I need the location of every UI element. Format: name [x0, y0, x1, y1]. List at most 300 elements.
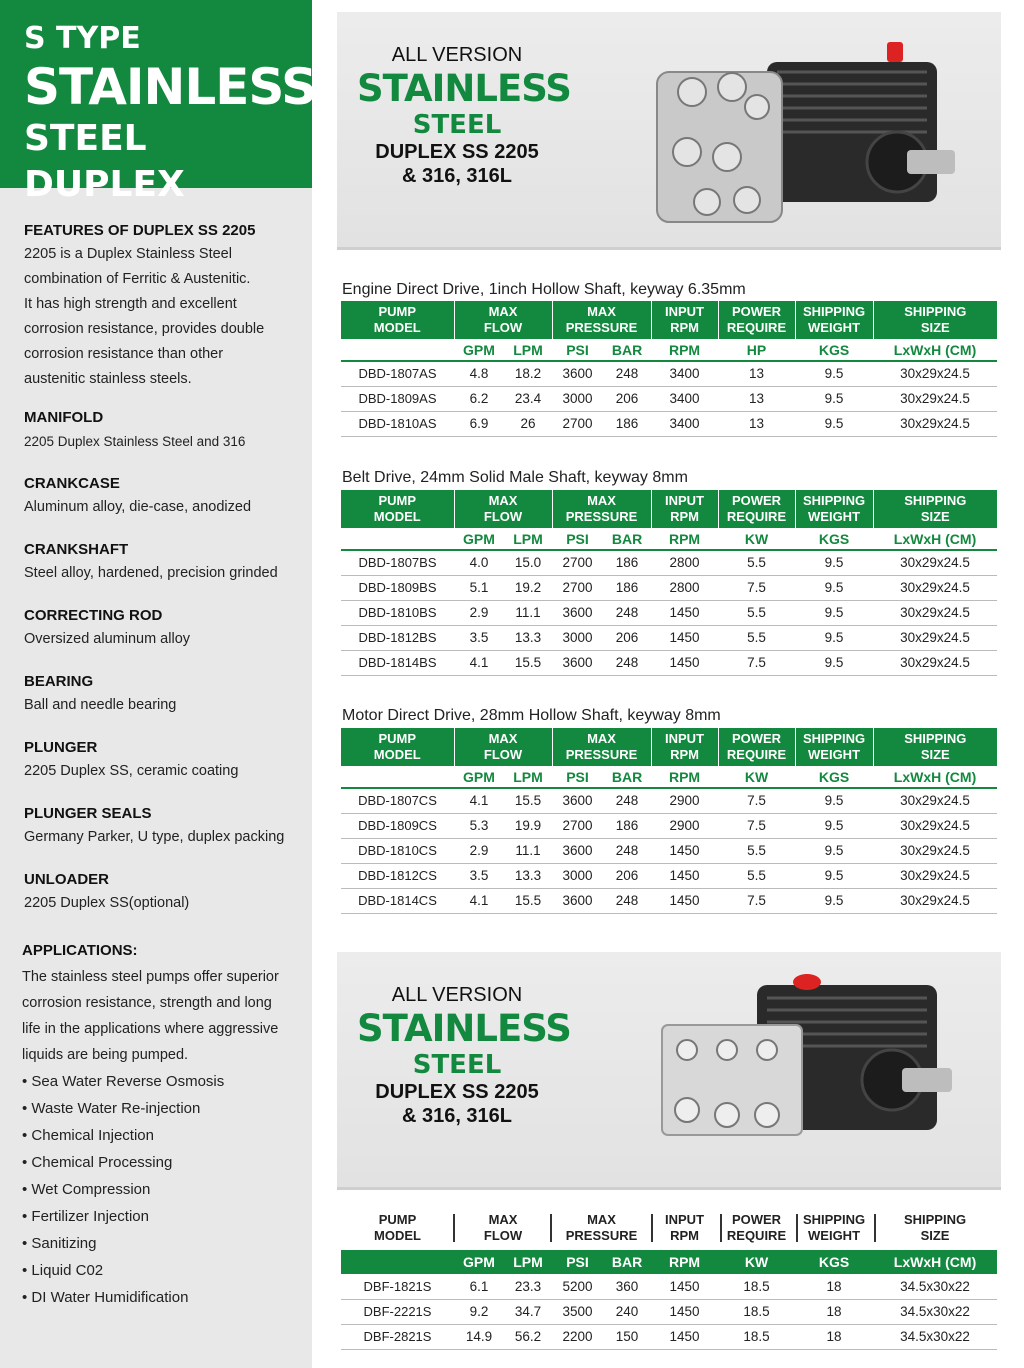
header-steel-duplex: STEEL DUPLEX — [24, 118, 185, 205]
table-row — [341, 575, 997, 600]
table-cell: 2900 — [651, 788, 718, 813]
header-line: MODEL — [373, 320, 421, 335]
table-cell: 13.3 — [504, 625, 552, 650]
header-line: SIZE — [920, 509, 950, 524]
model-cell: DBD-1814CS — [341, 888, 454, 913]
table-cell: 34.5x30x22 — [873, 1299, 997, 1324]
header-line: PRESSURE — [565, 1228, 638, 1243]
header-line: PRESSURE — [565, 320, 638, 335]
table-cell: 18.5 — [718, 1274, 795, 1299]
feature-line: 2205 Duplex SS, ceramic coating — [24, 763, 239, 779]
spec-table-dbf-series — [341, 1206, 997, 1350]
feature-duplex — [24, 220, 304, 392]
header-line: SIZE — [920, 747, 950, 762]
table-cell: 18 — [795, 1274, 873, 1299]
table-cell: 9.5 — [795, 813, 873, 838]
unit-cell: BAR — [603, 339, 651, 361]
application-item: • Sea Water Reverse Osmosis — [22, 1073, 225, 1090]
col-input-rpm — [651, 728, 718, 766]
table-cell: 2700 — [552, 550, 603, 575]
header-line: MODEL — [373, 509, 421, 524]
table-cell: 3400 — [651, 411, 718, 436]
col-max-pressure — [552, 728, 651, 766]
banner-text — [357, 42, 571, 188]
header-line: PUMP — [378, 304, 417, 319]
header-line: RPM — [670, 1228, 699, 1243]
product-banner-bottom — [337, 952, 1001, 1190]
table-cell: 30x29x24.5 — [873, 625, 997, 650]
table-row — [341, 813, 997, 838]
sidebar — [0, 0, 317, 1368]
unit-cell: GPM — [454, 339, 504, 361]
col-max-flow — [454, 301, 552, 339]
table-cell: 3.5 — [454, 625, 504, 650]
model-cell: DBD-1810AS — [341, 411, 454, 436]
model-cell: DBD-1812CS — [341, 863, 454, 888]
table-cell: 3600 — [552, 888, 603, 913]
table-cell: 13.3 — [504, 863, 552, 888]
header-line: MAX — [488, 731, 518, 746]
applications-line: liquids are being pumped. — [22, 1047, 189, 1063]
applications-line: The stainless steel pumps offer superior — [22, 969, 279, 985]
header-line: FLOW — [483, 747, 523, 762]
unit-cell — [341, 766, 454, 788]
table-row — [341, 361, 997, 386]
header-line: FLOW — [483, 1228, 523, 1243]
feature-title: PLUNGER — [24, 739, 98, 756]
header-separator — [550, 1214, 552, 1242]
table-cell: 18 — [795, 1324, 873, 1349]
table-cell: 4.1 — [454, 650, 504, 675]
col-shipping-weight — [795, 490, 873, 528]
table-cell: 34.7 — [504, 1299, 552, 1324]
unit-cell: HP — [718, 339, 795, 361]
table-cell: 9.5 — [795, 411, 873, 436]
application-label: Chemical Injection — [31, 1127, 154, 1144]
model-cell: DBD-1809BS — [341, 575, 454, 600]
header-line: INPUT — [665, 1212, 705, 1227]
model-cell: DBD-1807AS — [341, 361, 454, 386]
header-separator — [874, 1214, 876, 1242]
unit-cell: GPM — [454, 766, 504, 788]
unit-cell: RPM — [651, 1250, 718, 1274]
table-cell: 7.5 — [718, 575, 795, 600]
banner-text — [357, 982, 571, 1128]
table-cell: 30x29x24.5 — [873, 386, 997, 411]
table-cell: 3500 — [552, 1299, 603, 1324]
table-cell: 30x29x24.5 — [873, 788, 997, 813]
table-row — [341, 1324, 997, 1349]
table-cell: 5.5 — [718, 550, 795, 575]
header-line: MAX — [488, 304, 518, 319]
table-cell: 30x29x24.5 — [873, 838, 997, 863]
unit-cell: LPM — [504, 339, 552, 361]
table-cell: 6.9 — [454, 411, 504, 436]
feature-bearing — [24, 671, 304, 718]
banner-duplex: DUPLEX SS 2205 — [375, 141, 539, 163]
col-shipping-size — [873, 728, 997, 766]
table-cell: 3000 — [552, 625, 603, 650]
table-cell: 1450 — [651, 1299, 718, 1324]
table-units-row — [341, 766, 997, 788]
table-cell: 3600 — [552, 788, 603, 813]
table-cell: 4.1 — [454, 788, 504, 813]
unit-cell: PSI — [552, 766, 603, 788]
feature-line: Aluminum alloy, die-case, anodized — [24, 499, 252, 515]
header-line: MAX — [488, 1212, 518, 1227]
model-cell: DBD-1809CS — [341, 813, 454, 838]
header-type: S TYPE — [24, 21, 141, 56]
table-cell: 9.2 — [454, 1299, 504, 1324]
feature-line: 2205 Duplex Stainless Steel and 316 — [24, 434, 246, 449]
col-pump-model — [341, 301, 454, 339]
table-row — [341, 788, 997, 813]
col-shipping-weight — [795, 1206, 873, 1250]
feature-line: 2205 is a Duplex Stainless Steel — [24, 246, 232, 262]
model-cell: DBD-1807CS — [341, 788, 454, 813]
table-row — [341, 838, 997, 863]
application-label: DI Water Humidification — [31, 1289, 189, 1306]
sidebar-header — [0, 0, 317, 205]
header-line: REQUIRE — [726, 509, 787, 524]
table-cell: 186 — [603, 411, 651, 436]
table-cell: 18.2 — [504, 361, 552, 386]
header-line: MODEL — [374, 1228, 421, 1243]
unit-cell: GPM — [454, 1250, 504, 1274]
table-cell: 1450 — [651, 600, 718, 625]
table-cell: 9.5 — [795, 863, 873, 888]
table-cell: 2800 — [651, 575, 718, 600]
table-cell: 2.9 — [454, 600, 504, 625]
model-cell: DBD-1812BS — [341, 625, 454, 650]
feature-crankshaft — [24, 539, 304, 586]
table-cell: 5.5 — [718, 863, 795, 888]
table-cell: 2800 — [651, 550, 718, 575]
header-line: SHIPPING — [802, 493, 866, 508]
col-input-rpm — [651, 301, 718, 339]
table-cell: 248 — [603, 788, 651, 813]
spec-table-motor-drive — [341, 728, 997, 914]
table-cell: 3.5 — [454, 863, 504, 888]
table-cell: 18.5 — [718, 1299, 795, 1324]
feature-line: Oversized aluminum alloy — [24, 631, 191, 647]
feature-line: Ball and needle bearing — [24, 697, 177, 713]
application-label: Liquid C02 — [31, 1262, 104, 1279]
header-line: SHIPPING — [802, 1212, 866, 1227]
table-cell: 248 — [603, 838, 651, 863]
pump-image-icon — [647, 32, 957, 237]
header-line: MODEL — [373, 747, 421, 762]
table-cell: 7.5 — [718, 888, 795, 913]
table-cell: 3600 — [552, 838, 603, 863]
header-line: MAX — [587, 1212, 616, 1227]
table-units-row — [341, 339, 997, 361]
header-line: FLOW — [483, 509, 523, 524]
table-header-row — [341, 490, 997, 528]
table-cell: 4.0 — [454, 550, 504, 575]
unit-cell: LxWxH (CM) — [873, 1250, 997, 1274]
table-row — [341, 1274, 997, 1299]
unit-cell: RPM — [651, 766, 718, 788]
col-shipping-size — [873, 490, 997, 528]
table-row — [341, 386, 997, 411]
table-cell: 30x29x24.5 — [873, 888, 997, 913]
feature-line: It has high strength and excellent — [24, 296, 237, 312]
header-line: RPM — [670, 747, 699, 762]
col-shipping-weight — [795, 728, 873, 766]
table-cell: 3600 — [552, 600, 603, 625]
col-max-flow — [454, 728, 552, 766]
header-line: SIZE — [920, 1228, 950, 1243]
header-line: SHIPPING — [904, 731, 967, 746]
header-line: PUMP — [378, 731, 417, 746]
col-power-require — [718, 301, 795, 339]
header-separator — [651, 1214, 653, 1242]
table-cell: 30x29x24.5 — [873, 600, 997, 625]
table-cell: 2200 — [552, 1324, 603, 1349]
table-cell: 5.1 — [454, 575, 504, 600]
feature-manifold — [24, 407, 304, 454]
table-cell: 7.5 — [718, 813, 795, 838]
unit-cell: KGS — [795, 528, 873, 550]
feature-title: BEARING — [24, 673, 94, 690]
table-cell: 19.2 — [504, 575, 552, 600]
unit-cell: GPM — [454, 528, 504, 550]
table-cell: 2700 — [552, 575, 603, 600]
header-line: WEIGHT — [808, 747, 861, 762]
table-row — [341, 625, 997, 650]
table-cell: 186 — [603, 550, 651, 575]
table-header-row — [341, 728, 997, 766]
unit-cell: KGS — [795, 339, 873, 361]
application-label: Chemical Processing — [31, 1154, 173, 1171]
table-cell: 5.5 — [718, 600, 795, 625]
application-label: Fertilizer Injection — [31, 1208, 149, 1225]
feature-title: MANIFOLD — [24, 409, 104, 426]
model-cell: DBD-1810BS — [341, 600, 454, 625]
applications — [22, 940, 302, 1311]
banner-stainless: STAINLESS — [357, 1007, 571, 1050]
col-pump-model — [341, 490, 454, 528]
unit-cell: PSI — [552, 1250, 603, 1274]
table-cell: 5.5 — [718, 838, 795, 863]
applications-line: corrosion resistance, strength and long — [22, 995, 272, 1011]
feature-line: Germany Parker, U type, duplex packing — [24, 829, 285, 845]
table-cell: 3600 — [552, 361, 603, 386]
table-cell: 3000 — [552, 863, 603, 888]
banner-grades: & 316, 316L — [401, 1105, 513, 1127]
table-cell: 4.1 — [454, 888, 504, 913]
col-max-pressure — [552, 1206, 651, 1250]
application-label: Wet Compression — [31, 1181, 151, 1198]
feature-title: CORRECTING ROD — [24, 607, 163, 624]
col-max-pressure — [552, 301, 651, 339]
model-cell: DBD-1807BS — [341, 550, 454, 575]
unit-cell: LxWxH (CM) — [873, 339, 997, 361]
feature-title: CRANKSHAFT — [24, 541, 129, 558]
header-line: RPM — [670, 320, 699, 335]
header-line: INPUT — [665, 304, 705, 319]
application-item: • Sanitizing — [22, 1235, 97, 1252]
unit-cell: RPM — [651, 528, 718, 550]
header-line: WEIGHT — [808, 509, 861, 524]
unit-cell: KW — [718, 766, 795, 788]
banner-all-version: ALL VERSION — [391, 984, 523, 1006]
table-cell: 14.9 — [454, 1324, 504, 1349]
table-cell: 30x29x24.5 — [873, 550, 997, 575]
feature-title: UNLOADER — [24, 871, 109, 888]
table-row — [341, 600, 997, 625]
spec-table-engine-drive — [341, 301, 997, 437]
col-pump-model — [341, 728, 454, 766]
feature-title: PLUNGER SEALS — [24, 805, 152, 822]
table-cell: 11.1 — [504, 600, 552, 625]
application-item: • Chemical Processing — [22, 1154, 173, 1171]
table-cell: 1450 — [651, 1324, 718, 1349]
unit-cell: BAR — [603, 766, 651, 788]
table-cell: 19.9 — [504, 813, 552, 838]
table-cell: 1450 — [651, 863, 718, 888]
table-cell: 15.5 — [504, 888, 552, 913]
table-cell: 34.5x30x22 — [873, 1274, 997, 1299]
table-cell: 3400 — [651, 386, 718, 411]
table-cell: 34.5x30x22 — [873, 1324, 997, 1349]
table-cell: 11.1 — [504, 838, 552, 863]
col-power-require — [718, 728, 795, 766]
unit-cell: PSI — [552, 339, 603, 361]
table-cell: 206 — [603, 863, 651, 888]
table-cell: 248 — [603, 361, 651, 386]
table-cell: 9.5 — [795, 386, 873, 411]
header-line: SIZE — [920, 320, 950, 335]
header-line: MAX — [587, 731, 616, 746]
table-cell: 9.5 — [795, 888, 873, 913]
unit-cell: BAR — [603, 528, 651, 550]
table-cell: 5200 — [552, 1274, 603, 1299]
table-cell: 30x29x24.5 — [873, 411, 997, 436]
table-row — [341, 888, 997, 913]
header-line: REQUIRE — [726, 747, 787, 762]
col-max-flow — [454, 1206, 552, 1250]
application-item: • Liquid C02 — [22, 1262, 104, 1279]
table-cell: 248 — [603, 650, 651, 675]
unit-cell: LPM — [504, 766, 552, 788]
table-cell: 9.5 — [795, 600, 873, 625]
header-line: MAX — [587, 493, 616, 508]
table-cell: 1450 — [651, 838, 718, 863]
application-item: • Fertilizer Injection — [22, 1208, 149, 1225]
table-cell: 13 — [718, 411, 795, 436]
table-cell: 3600 — [552, 650, 603, 675]
header-line: PRESSURE — [565, 509, 638, 524]
col-input-rpm — [651, 490, 718, 528]
application-item: • Chemical Injection — [22, 1127, 154, 1144]
table-units-row — [341, 528, 997, 550]
application-item: • Wet Compression — [22, 1181, 151, 1198]
model-cell: DBD-1810CS — [341, 838, 454, 863]
feature-unloader — [24, 869, 304, 916]
banner-stainless: STAINLESS — [357, 67, 571, 110]
table-cell: 7.5 — [718, 650, 795, 675]
table-cell: 360 — [603, 1274, 651, 1299]
header-line: POWER — [731, 731, 782, 746]
col-power-require — [718, 490, 795, 528]
table-cell: 9.5 — [795, 575, 873, 600]
banner-grades: & 316, 316L — [401, 165, 513, 187]
feature-line: 2205 Duplex SS(optional) — [24, 895, 190, 911]
header-line: PUMP — [378, 1212, 417, 1227]
header-line: REQUIRE — [726, 1228, 787, 1243]
table-cell: 56.2 — [504, 1324, 552, 1349]
table-cell: 13 — [718, 361, 795, 386]
table-cell: 3400 — [651, 361, 718, 386]
feature-line: austenitic stainless steels. — [24, 371, 192, 387]
table-cell: 7.5 — [718, 788, 795, 813]
feature-line: corrosion resistance, provides double — [24, 321, 265, 337]
table-cell: 15.0 — [504, 550, 552, 575]
feature-plunger — [24, 737, 304, 784]
table-row — [341, 863, 997, 888]
banner-duplex: DUPLEX SS 2205 — [375, 1081, 539, 1103]
table-cell: 30x29x24.5 — [873, 813, 997, 838]
table-cell: 26 — [504, 411, 552, 436]
header-line: PUMP — [378, 493, 417, 508]
product-banner-top — [337, 12, 1001, 250]
application-label: Waste Water Re-injection — [31, 1100, 201, 1117]
col-shipping-size — [873, 1206, 997, 1250]
model-cell: DBF-1821S — [341, 1274, 454, 1299]
header-line: WEIGHT — [808, 320, 861, 335]
model-cell: DBF-2221S — [341, 1299, 454, 1324]
table-row — [341, 411, 997, 436]
header-line: SHIPPING — [904, 304, 967, 319]
feature-correcting-rod — [24, 605, 304, 652]
header-separator — [453, 1214, 455, 1242]
table-row — [341, 650, 997, 675]
table-cell: 30x29x24.5 — [873, 650, 997, 675]
table-cell: 1450 — [651, 625, 718, 650]
table-cell: 9.5 — [795, 625, 873, 650]
table-cell: 2.9 — [454, 838, 504, 863]
col-input-rpm — [651, 1206, 718, 1250]
unit-cell — [341, 528, 454, 550]
pump-image-icon — [657, 970, 957, 1170]
table-cell: 30x29x24.5 — [873, 863, 997, 888]
application-item: • DI Water Humidification — [22, 1289, 189, 1306]
table-cell: 206 — [603, 625, 651, 650]
table-caption: Belt Drive, 24mm Solid Male Shaft, keyway 8mm — [342, 469, 688, 486]
unit-cell — [341, 339, 454, 361]
table-header-row — [341, 301, 997, 339]
header-line: POWER — [731, 493, 782, 508]
feature-crankcase — [24, 473, 304, 520]
table-cell: 15.5 — [504, 650, 552, 675]
table-cell: 9.5 — [795, 838, 873, 863]
col-power-require — [718, 1206, 795, 1250]
table-cell: 9.5 — [795, 650, 873, 675]
banner-all-version: ALL VERSION — [391, 44, 523, 66]
application-item: • Waste Water Re-injection — [22, 1100, 201, 1117]
feature-line: combination of Ferritic & Austenitic. — [24, 271, 251, 287]
col-max-pressure — [552, 490, 651, 528]
table-cell: 206 — [603, 386, 651, 411]
table-cell: 13 — [718, 386, 795, 411]
table-row — [341, 1299, 997, 1324]
applications-line: life in the applications where aggressive — [22, 1021, 279, 1037]
table-cell: 1450 — [651, 650, 718, 675]
header-line: SHIPPING — [904, 493, 967, 508]
table-cell: 248 — [603, 600, 651, 625]
